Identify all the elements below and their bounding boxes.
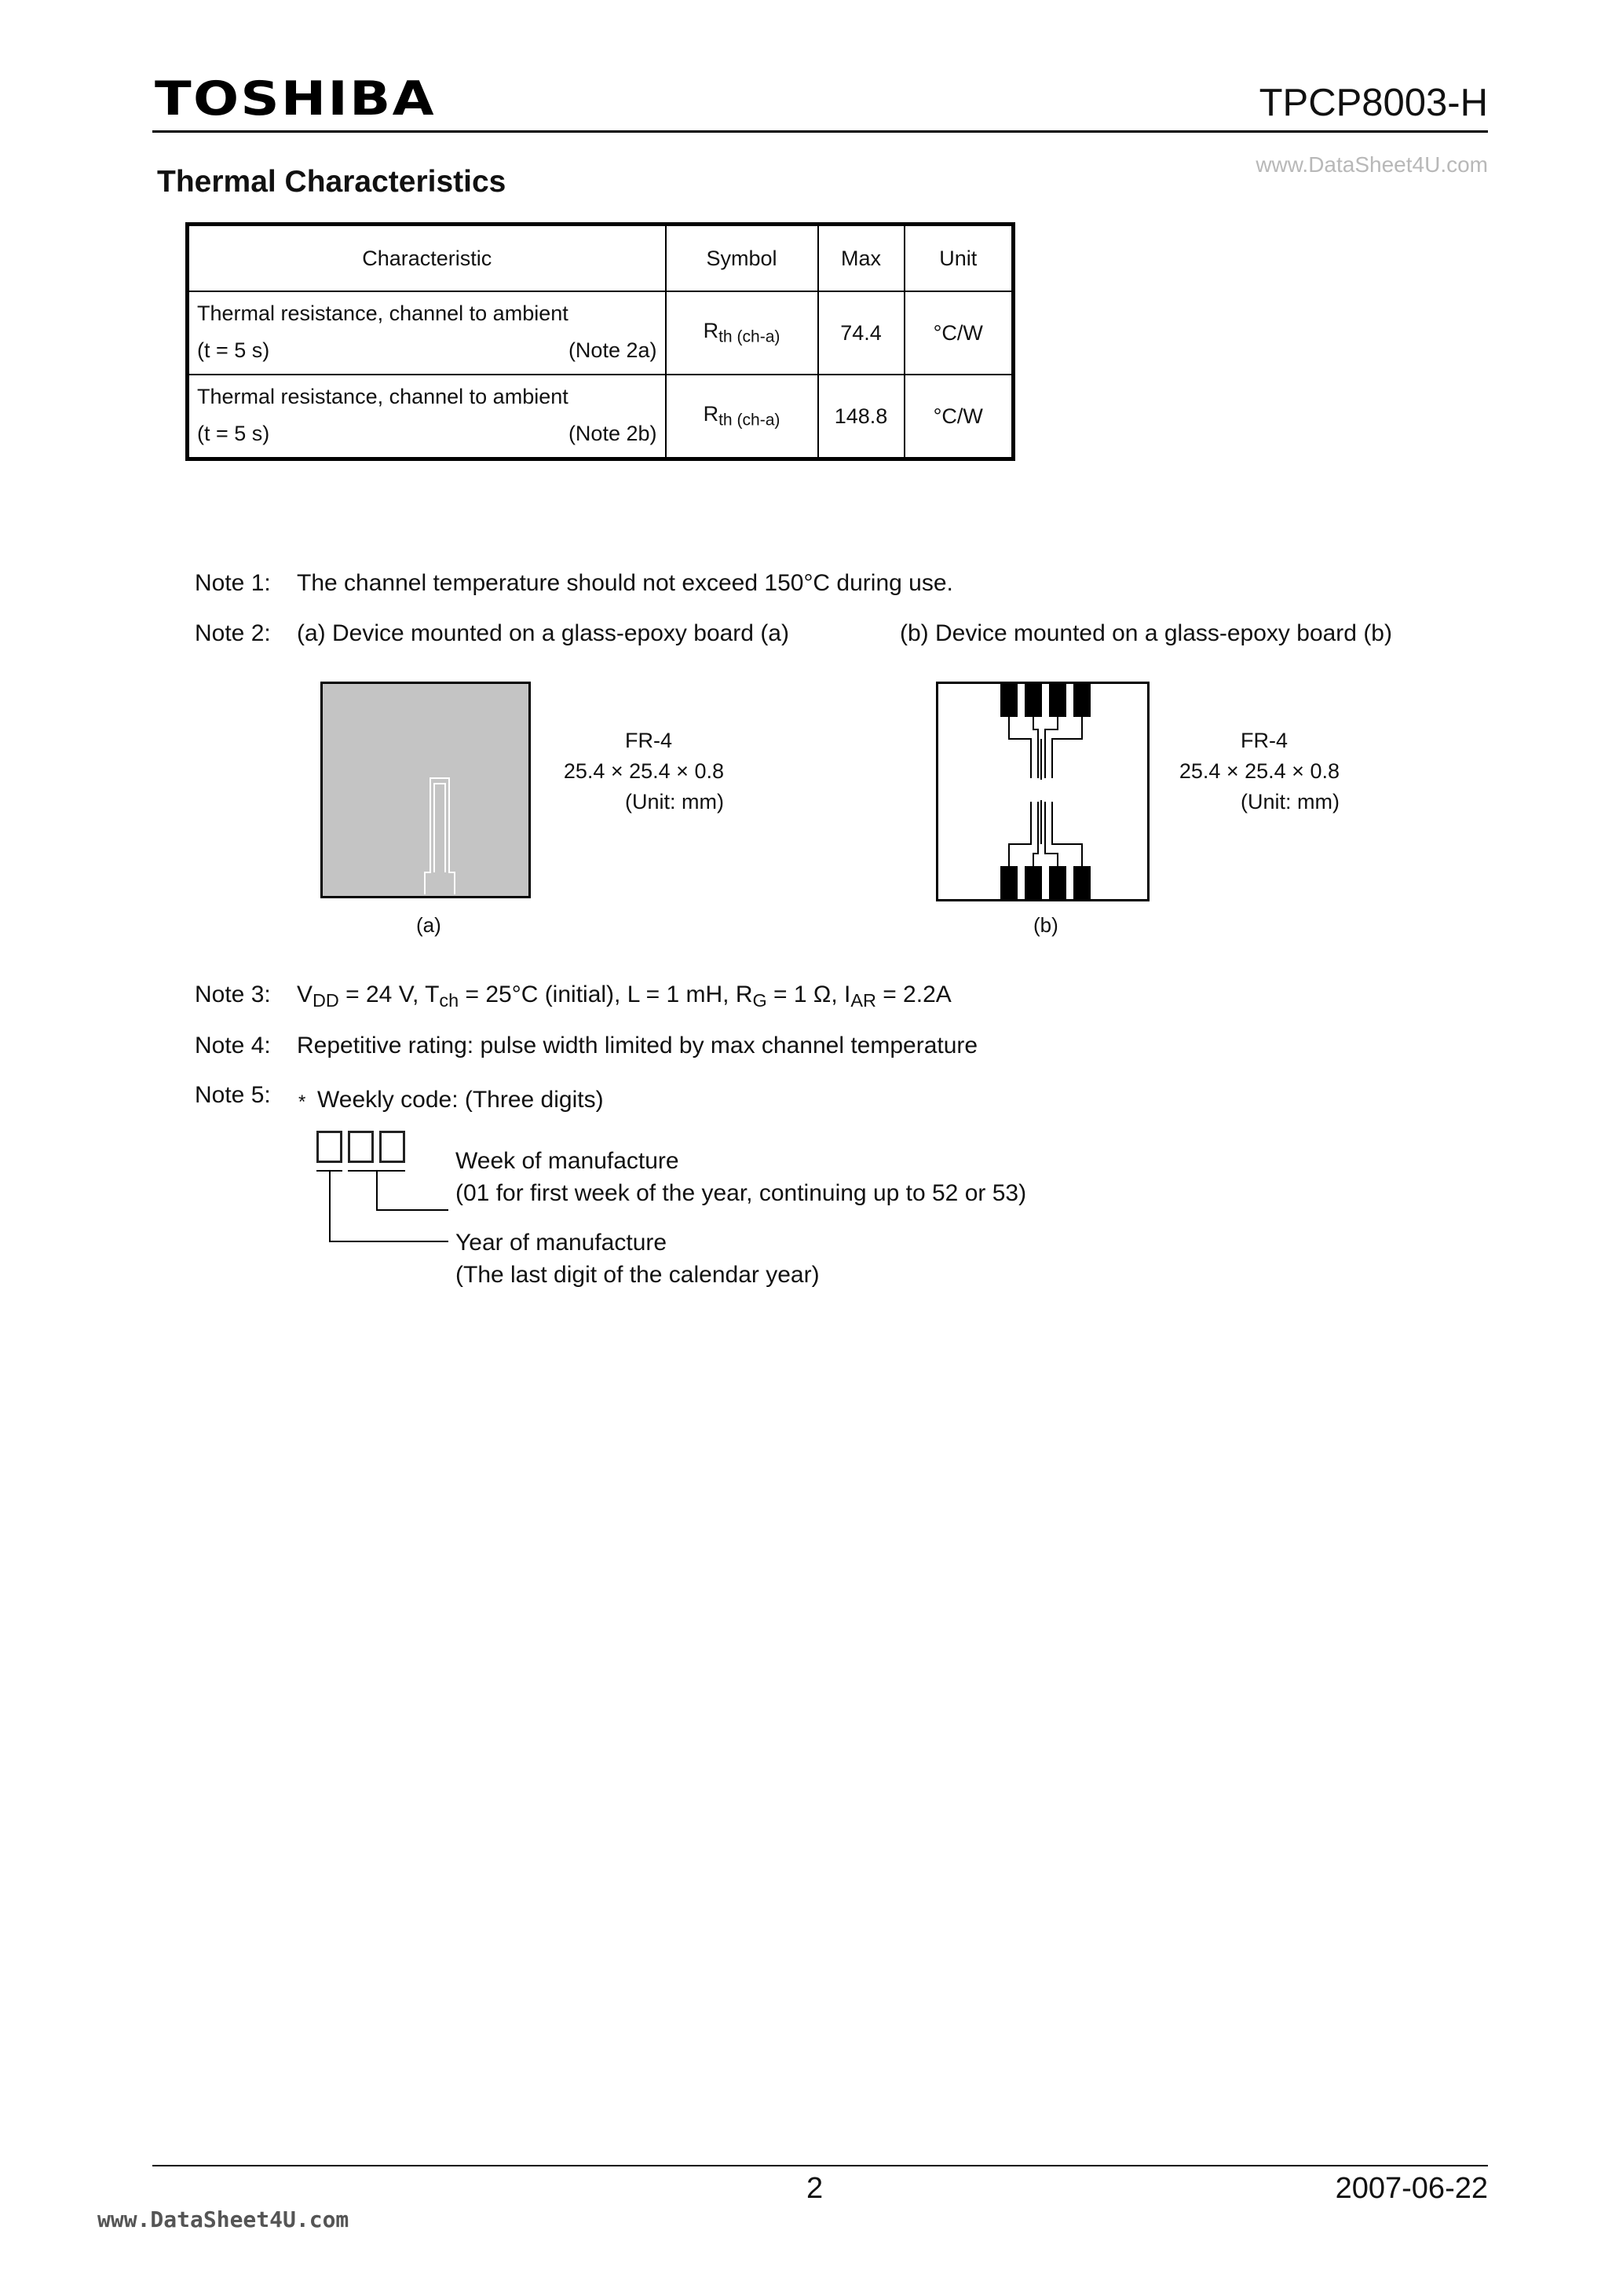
board-a-caption: (a) [416,913,441,937]
board-a-diagram [320,682,531,898]
unit-cell: °C/W [905,375,1014,459]
note3-v: V [297,982,313,1007]
symbol-cell [666,375,818,459]
note3-r-sub: G [752,989,767,1011]
symbol-main: R [703,319,719,343]
note-ref: (Note 2b) [568,422,657,445]
note-ref: (Note 2a) [568,338,657,362]
symbol-sub: th (ch-a) [718,411,780,430]
unit-cell: °C/W [905,291,1014,375]
footer-watermark: www.DataSheet4U.com [97,2206,349,2232]
characteristic-cell [188,375,666,459]
digit-box-year [316,1131,342,1163]
note5-asterisk: * [298,1091,306,1113]
board-b-spec [1157,726,1340,817]
part-number: TPCP8003-H [1259,82,1488,124]
symbol-cell [666,291,818,375]
board-a-spec [542,726,724,817]
note1-text: The channel temperature should not exceed 150°C during use. [297,570,953,596]
header-max: Max [818,225,905,292]
note3-t-val: = 25°C (initial), L = 1 mH, [459,982,736,1007]
board-b-pads [938,684,1147,899]
board-b-diagram [936,682,1150,901]
header-characteristic: Characteristic [188,225,666,292]
footer-date: 2007-06-22 [1335,2172,1488,2205]
digit-box-week-2 [379,1131,405,1163]
note2-label: Note 2: [195,620,271,646]
week-leader [376,1209,448,1211]
note2-b-text: (b) Device mounted on a glass-epoxy board (b) [900,620,1392,646]
note3-i: I [844,982,851,1007]
note3-v-sub: DD [313,989,339,1011]
year-title: Year of manufacture [455,1230,667,1256]
week-title: Week of manufacture [455,1148,679,1174]
note5-label: Note 5: [195,1082,271,1108]
note3-text [297,983,952,1010]
symbol-main: R [703,402,719,426]
note3-i-sub: AR [850,989,876,1011]
characteristic-cell [188,291,666,375]
note3-r: R [735,982,753,1007]
table-row [188,291,1014,375]
footer-rule [152,2165,1488,2166]
board-b-material: FR-4 [1241,729,1288,752]
digit-box-week-1 [348,1131,374,1163]
note4-text: Repetitive rating: pulse width limited by max channel temperature [297,1033,978,1058]
header-symbol: Symbol [666,225,818,292]
header-watermark: www.DataSheet4U.com [1256,152,1488,177]
board-a-material: FR-4 [625,729,672,752]
year-leader [329,1241,448,1242]
note3-t-sub: ch [439,989,459,1011]
table-row [188,375,1014,459]
thermal-table [185,222,1015,461]
max-cell: 74.4 [818,291,905,375]
board-b-caption: (b) [1033,913,1058,937]
section-title: Thermal Characteristics [157,165,506,199]
symbol-sub: th (ch-a) [718,327,780,346]
max-cell: 148.8 [818,375,905,459]
year-stem [329,1170,331,1242]
note3-r-val: = 1 Ω, [766,982,845,1007]
characteristic-text: Thermal resistance, channel to ambient [197,385,568,408]
note1-label: Note 1: [195,570,271,596]
note3-i-val: = 2.2A [875,982,952,1007]
condition-text: (t = 5 s) [197,422,270,445]
header-unit: Unit [905,225,1014,292]
condition-text: (t = 5 s) [197,338,270,362]
toshiba-logo: TOSHIBA [155,71,436,126]
table-header-row [188,225,1014,292]
board-a-dims: 25.4 × 25.4 × 0.8 [563,759,724,783]
header-rule [152,130,1488,133]
note3-t: T [425,982,440,1007]
board-a-trace [323,684,528,896]
week-stem [376,1170,378,1211]
week-desc: (01 for first week of the year, continuing up to 52 or 53) [455,1180,1027,1206]
year-desc: (The last digit of the calendar year) [455,1262,820,1288]
note3-v-val: = 24 V, [338,982,426,1007]
board-a-unit: (Unit: mm) [625,790,724,813]
note5-text: Weekly code: (Three digits) [317,1087,604,1113]
board-b-dims: 25.4 × 25.4 × 0.8 [1179,759,1340,783]
note2-a-text: (a) Device mounted on a glass-epoxy board (a) [297,620,789,646]
note4-label: Note 4: [195,1033,271,1058]
note3-label: Note 3: [195,982,271,1007]
characteristic-text: Thermal resistance, channel to ambient [197,302,568,325]
page-number: 2 [806,2172,824,2205]
board-b-unit: (Unit: mm) [1241,790,1340,813]
